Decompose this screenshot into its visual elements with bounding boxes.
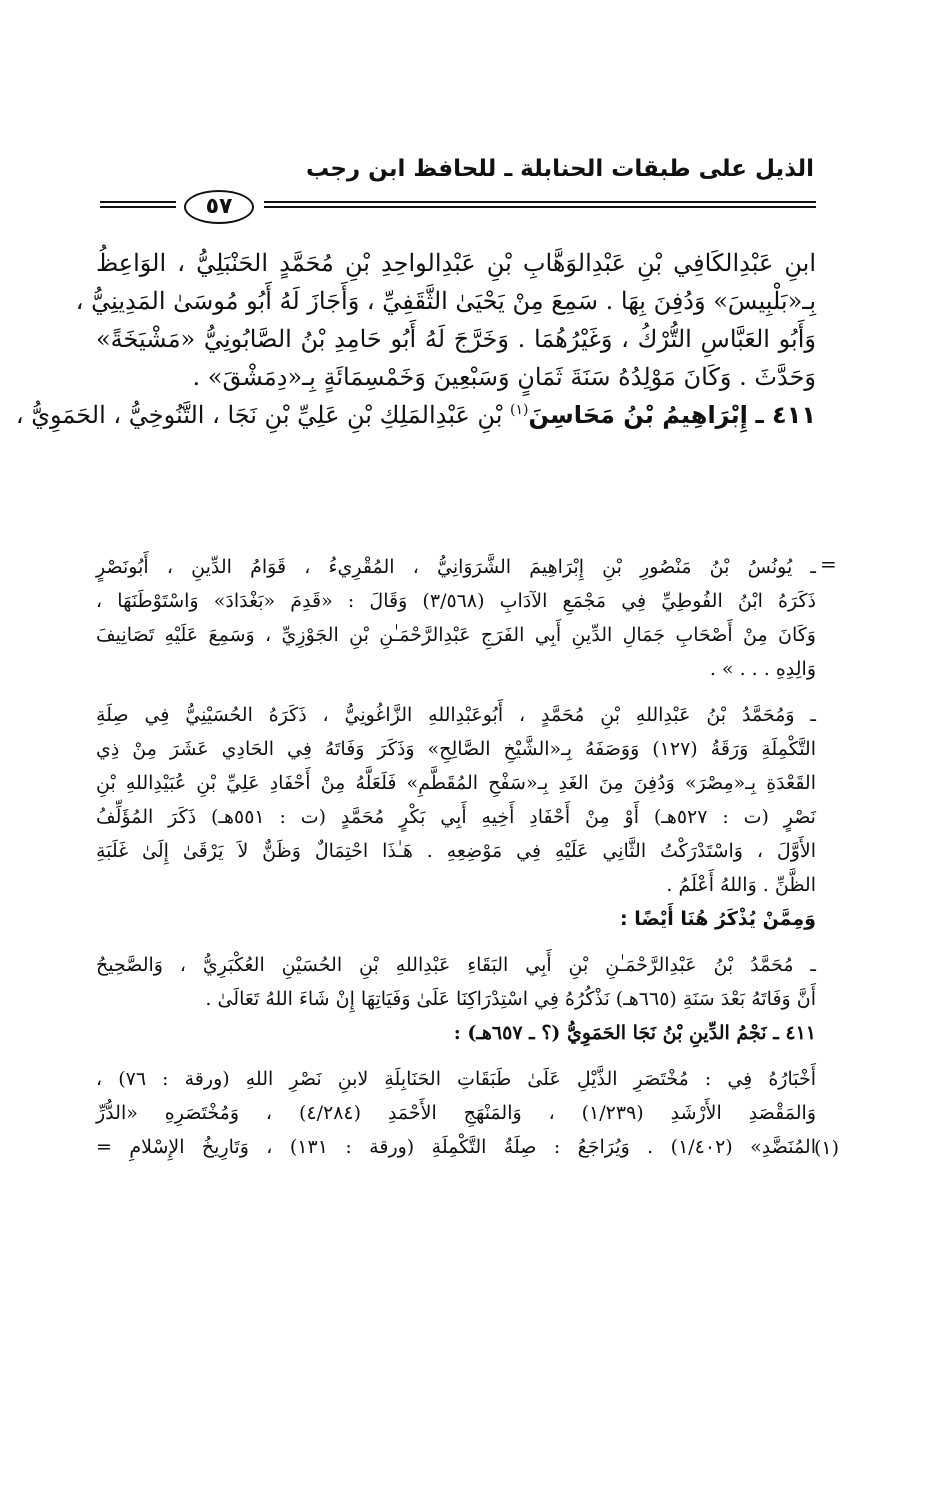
entry-text: بْنِ عَبْدِالمَلِكِ بْنِ عَلِيِّ بْنِ نَجَا ، التَّنُوخِيُّ ، الحَمَوِيُّ ، bbox=[15, 401, 503, 429]
note-line: نَصْرٍ (ت : ٥٢٧هـ) أَوْ مِنْ أَحْفَادِ أَخِيهِ أَبِي بَكْرٍ مُحَمَّدٍ (ت : ٥٥١هـ) ذَكَرَ المُؤَلِّفُ bbox=[96, 806, 816, 828]
note-line: القَعْدَةِ بِـ«مِصْرَ» وَدُفِنَ مِنَ الغَدِ بِـ«سَفْحِ المُقَطَّمِ» فَلَعَلَّهُ مِنْ أَحْفَادِ عَلِيِّ بْنِ عُبَيْدِاللهِ بْنِ bbox=[96, 772, 816, 794]
entry-number: ٤١١ ـ bbox=[755, 401, 816, 429]
footnote-title: ٤١١ ـ نَجْمُ الدِّينِ بْنُ نَجَا الحَمَوِيُّ (؟ ـ ٦٥٧هـ) : bbox=[453, 1022, 816, 1044]
note-line: وَالِدِهِ . . . » . bbox=[709, 658, 816, 680]
note-line: ـ يُونُسُ بْنُ مَنْصُورِ بْنِ إِبْرَاهِيمَ الشَّرَوَانِيُّ ، المُقْرِيءُ ، قَوَامُ الدِّينِ ، أَبُونَصْرٍ bbox=[96, 556, 816, 578]
running-title: الذيل على طبقات الحنابلة ـ للحافظ ابن رجب bbox=[305, 156, 814, 182]
main-line: بِـ«بَلْبِيسَ» وَدُفِنَ بِهَا . سَمِعَ مِنْ يَحْيَىٰ الثَّقَفِيِّ ، وَأَجَازَ لَهُ أَبُو مُوسَىٰ المَدِينِيُّ ، bbox=[75, 287, 816, 315]
footnotes bbox=[96, 550, 816, 1164]
header-rule-right bbox=[264, 201, 816, 208]
footnote-marker: (١) bbox=[814, 1137, 840, 1159]
main-line: ابنِ عَبْدِالكَافِي بْنِ عَبْدِالوَهَّابِ بْنِ عَبْدِالواحِدِ بْنِ مُحَمَّدٍ الحَنْبَلِيُّ ، الوَاعِظُ bbox=[96, 249, 816, 277]
note-line: التَّكْمِلَةِ وَرَقَةُ (١٢٧) وَوَصَفَهُ بِـ«الشَّيْخِ الصَّالِحِ» وَذَكَرَ وَفَاتَهُ فِي الحَادِي عَشَرَ مِنْ ذِي bbox=[96, 738, 816, 760]
note-line: ذَكَرَهُ ابْنُ الفُوطِيِّ فِي مَجْمَعِ الآدَابِ (٣/٥٦٨) وَقَالَ : «قَدِمَ «بَغْدَادَ» وَاسْتَوْطَنَهَا ، bbox=[96, 590, 816, 612]
footnote-line: المُنَضَّدِ» (١/٤٠٢) . وَيُرَاجَعُ : صِلَةُ التَّكْمِلَةِ (ورقة : ١٣١) ، وَتَارِيخُ الإِسْلامِ = bbox=[96, 1136, 816, 1158]
note-line: ـ مُحَمَّدُ بْنُ عَبْدِالرَّحْمَـٰنِ بْنِ أَبِي البَقَاءِ عَبْدِاللهِ بْنِ الحُسَيْنِ العُكْبَرِيُّ ، وَالصَّحِيحُ bbox=[96, 954, 816, 976]
note-line: وَكَانَ مِنْ أَصْحَابِ جَمَالِ الدِّينِ أَبِي الفَرَجِ عَبْدِالرَّحْمَـٰنِ بْنِ الجَوْزِيِّ ، وَسَمِعَ عَلَيْهِ تَصَانِيفَ bbox=[96, 624, 816, 646]
entry-line bbox=[15, 396, 816, 434]
header-rule-left bbox=[100, 201, 176, 208]
footnote-reference: (١) bbox=[510, 402, 529, 418]
continuation-mark: = bbox=[820, 552, 837, 576]
note-line: الظَّنِّ . وَاللهُ أَعْلَمُ . bbox=[666, 874, 816, 896]
note-line: أَنَّ وَفَاتَهُ بَعْدَ سَنَةِ (٦٦٥هـ) نَذْكُرُهُ فِي اسْتِدْرَاكِنَا عَلَىٰ وَفَيَاتِهَا إِنْ شَاءَ اللهُ تَعَالَىٰ . bbox=[205, 988, 816, 1010]
page-number: ٥٧ bbox=[184, 190, 254, 224]
note-subheading: وَمِمَّنْ يُذْكَرُ هُنَا أَيْضًا : bbox=[619, 908, 816, 930]
main-line: وَحَدَّثَ . وَكَانَ مَوْلِدُهُ سَنَةَ ثَمَانٍ وَسَبْعِينَ وَخَمْسِمَائَةٍ بِـ«دِمَشْقَ» . bbox=[192, 363, 816, 391]
footnote-title-line bbox=[96, 1016, 816, 1050]
footnote-line: وَالمَقْصَدِ الأَرْشَدِ (١/٢٣٩) ، وَالمَنْهَجِ الأَحْمَدِ (٤/٢٨٤) ، وَمُخْتَصَرِهِ «الدُّرِّ bbox=[96, 1102, 816, 1124]
main-line: وَأَبُو العَبَّاسِ التُّرْكُ ، وَغَيْرُهُمَا . وَخَرَّجَ لَهُ أَبُو حَامِدِ بْنُ الصَّابُونِيُّ «مَشْيَخَةً» bbox=[96, 325, 816, 353]
footnote-line: أَخْبَارُهُ فِي : مُخْتَصَرِ الذَّيْلِ عَلَىٰ طَبَقَاتِ الحَنَابِلَةِ لابنِ نَصْرِ اللهِ (ورقة : ٧٦) ، bbox=[96, 1068, 817, 1090]
note-line: ـ وَمُحَمَّدُ بْنُ عَبْدِاللهِ بْنِ مُحَمَّدٍ ، أَبُوعَبْدِاللهِ الزَّاغُونِيُّ ، ذَكَرَهُ الحُسَيْنِيُّ فِي صِلَةِ bbox=[96, 704, 816, 726]
entry-name: إِبْرَاهِيمُ بْنُ مَحَاسِنَ bbox=[528, 401, 748, 429]
main-text bbox=[15, 244, 816, 434]
note-line: الأَوَّلَ ، وَاسْتَدْرَكْتُ الثَّانِي عَلَيْهِ فِي مَوْضِعِهِ . هَـٰذَا احْتِمَالٌ وَظَنٌّ لاَ يَرْقَىٰ إِلَىٰ غَلَبَةِ bbox=[96, 840, 816, 862]
